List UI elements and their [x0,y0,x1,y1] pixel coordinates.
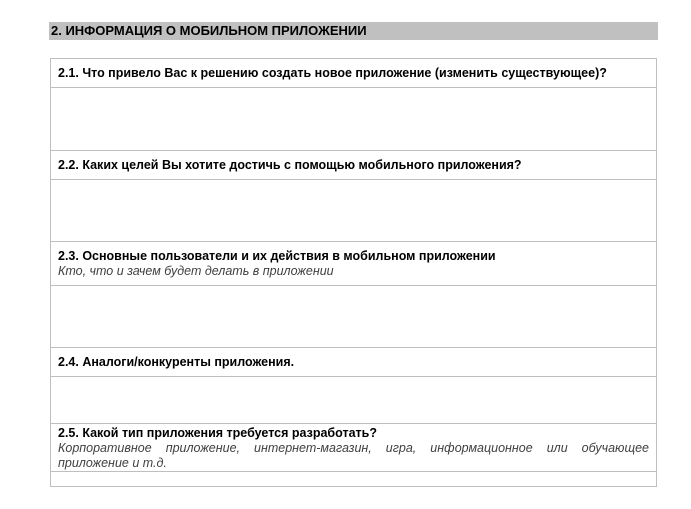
answer-field-2-3[interactable] [51,286,657,348]
answer-field-2-5[interactable] [51,472,657,487]
question-label: 2.3. Основные пользователи и их действия в мобильном приложении [58,249,496,263]
question-hint: Кто, что и зачем будет делать в приложении [58,264,334,278]
answer-row [51,180,657,242]
question-cell-2-4 [51,348,657,377]
answer-row [51,377,657,424]
section-title: 2. ИНФОРМАЦИЯ О МОБИЛЬНОМ ПРИЛОЖЕНИИ [49,22,658,40]
question-row [51,151,657,180]
answer-field-2-2[interactable] [51,180,657,242]
question-row [51,59,657,88]
answer-field-2-4[interactable] [51,377,657,424]
answer-field-2-1[interactable] [51,88,657,151]
question-row [51,424,657,472]
question-hint: Корпоративное приложение, интернет-магазин, игра, информационное или обучающее приложение и т.д. [58,441,649,470]
question-row [51,348,657,377]
question-label: 2.4. Аналоги/конкуренты приложения. [58,355,295,369]
question-label: 2.5. Какой тип приложения требуется разработать? [58,426,377,440]
question-cell-2-5 [51,424,657,472]
question-label: 2.1. Что привело Вас к решению создать новое приложение (изменить существующее)? [58,66,607,80]
questionnaire-table [50,58,657,487]
answer-row [51,286,657,348]
question-row [51,242,657,286]
question-cell-2-2 [51,151,657,180]
answer-row [51,88,657,151]
question-label: 2.2. Каких целей Вы хотите достичь с помощью мобильного приложения? [58,158,522,172]
question-cell-2-3 [51,242,657,286]
answer-row [51,472,657,487]
question-cell-2-1 [51,59,657,88]
